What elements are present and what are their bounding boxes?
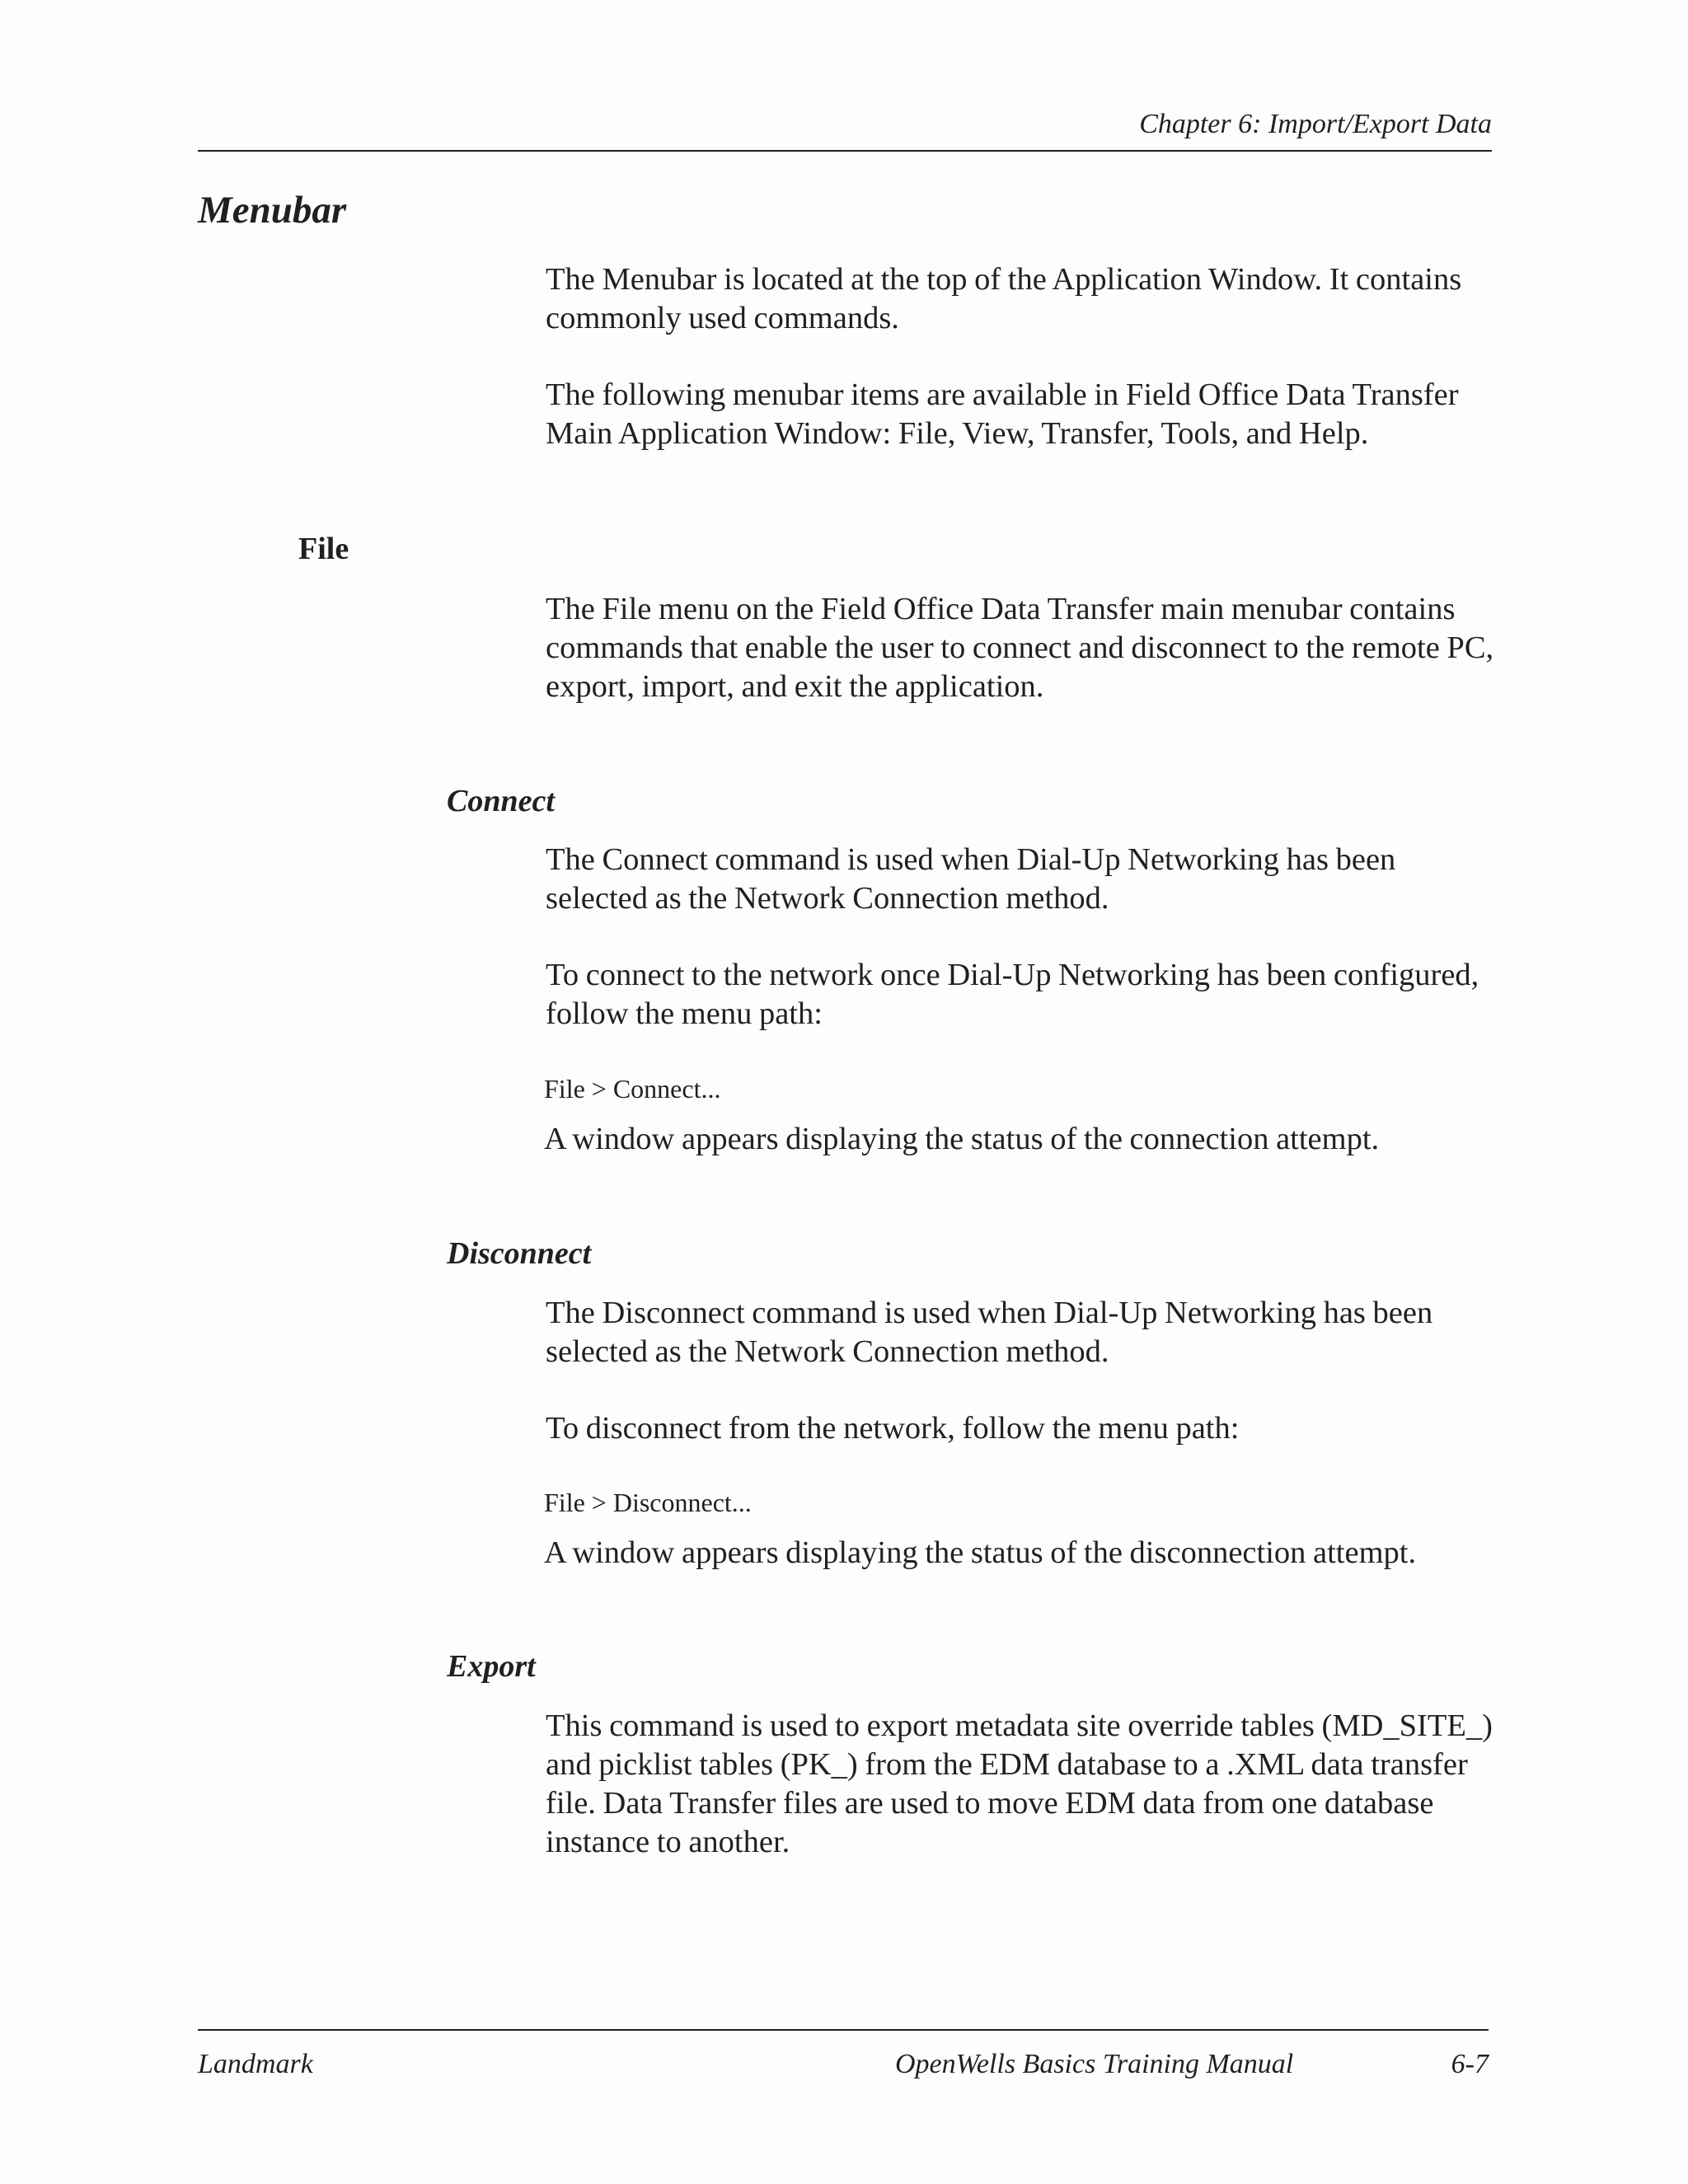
item-title-export: Export	[447, 1649, 536, 1684]
item-title-disconnect: Disconnect	[447, 1236, 592, 1271]
footer-company: Landmark	[198, 2049, 313, 2079]
disconnect-description-paragraph: The Disconnect command is used when Dial-Up Networking has been selected as the Network Connection method.	[546, 1296, 1433, 1369]
item-title-connect: Connect	[447, 784, 555, 818]
header-chapter-title: Chapter 6: Import/Export Data	[1139, 109, 1492, 139]
export-description-paragraph: This command is used to export metadata site override tables (MD_SITE_) and picklist tables (PK_) from the EDM database to a .XML data transfer file. Data Transfer files are used to move EDM data from one database instance to another.	[546, 1708, 1493, 1859]
page-header	[198, 105, 1492, 152]
menubar-intro-paragraph: The Menubar is located at the top of the Application Window. It contains commonly used commands.	[546, 262, 1462, 335]
disconnect-menu-path: File > Disconnect...	[544, 1488, 752, 1517]
file-menu-paragraph: The File menu on the Field Office Data Transfer main menubar contains commands that enable the user to connect and disconnect to the remote PC, export, import, and exit the application.	[546, 592, 1494, 704]
section-title-menubar: Menubar	[198, 189, 347, 232]
footer-page-number: 6-7	[1451, 2049, 1489, 2079]
page-footer	[198, 2029, 1489, 2080]
menubar-items-paragraph: The following menubar items are available in Field Office Data Transfer Main Application Window: File, View, Transfer, Tools, and Help.	[546, 377, 1459, 451]
connect-result-paragraph: A window appears displaying the status of the connection attempt.	[544, 1122, 1380, 1156]
connect-instructions-paragraph: To connect to the network once Dial-Up Networking has been configured, follow the menu path:	[546, 958, 1479, 1031]
footer-manual-title: OpenWells Basics Training Manual	[895, 2049, 1294, 2079]
connect-menu-path: File > Connect...	[544, 1074, 721, 1104]
subsection-title-file: File	[298, 532, 349, 566]
connect-description-paragraph: The Connect command is used when Dial-Up Networking has been selected as the Network Connection method.	[546, 842, 1396, 916]
disconnect-instructions-paragraph: To disconnect from the network, follow the menu path:	[546, 1411, 1240, 1446]
disconnect-result-paragraph: A window appears displaying the status of the disconnection attempt.	[544, 1535, 1417, 1570]
